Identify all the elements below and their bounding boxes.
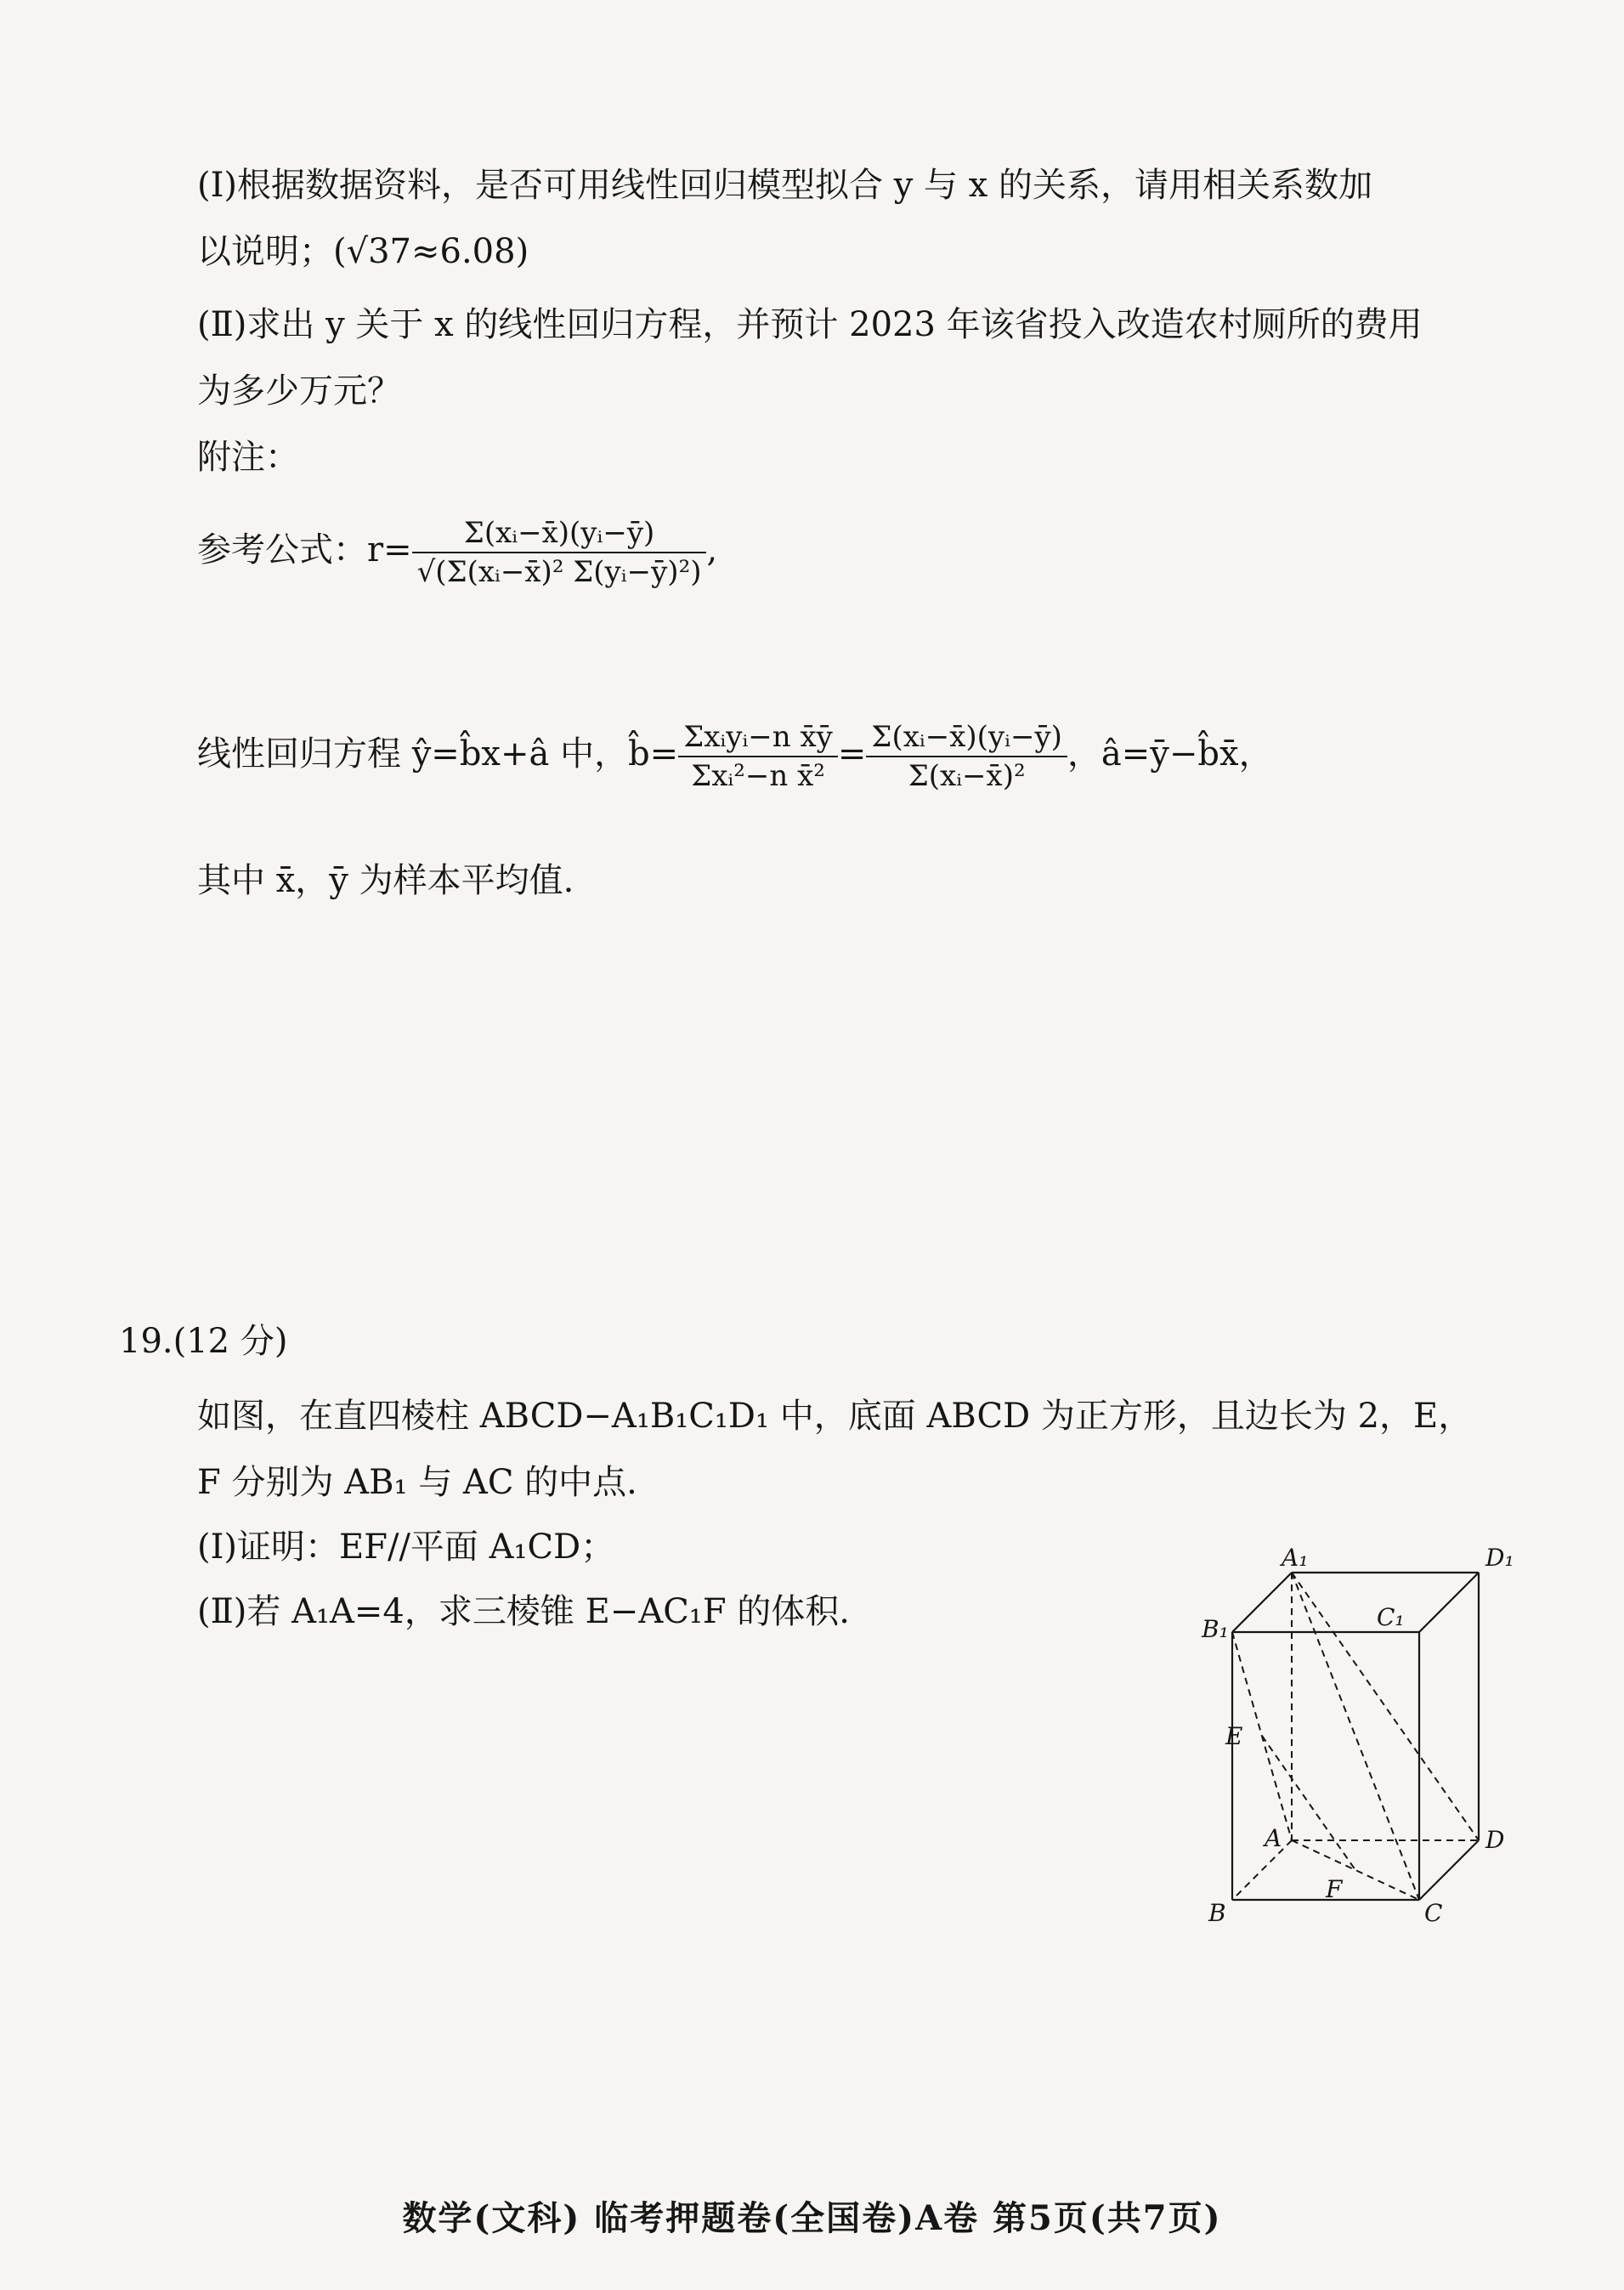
- q19-part1: (Ⅰ)证明：EF//平面 A₁CD；: [197, 1528, 615, 1567]
- label-b: B: [1208, 1899, 1226, 1927]
- regression-b-fraction-2: [866, 718, 1067, 795]
- label-d1: D₁: [1485, 1547, 1514, 1572]
- label-a: A: [1265, 1824, 1282, 1852]
- formula-r: 参考公式：r= $\frac{\text{Σ(xᵢ−x̄)(yᵢ−ȳ)}}{\text{√(Σ(xᵢ−x̄)² Σ(yᵢ−ȳ)²)}}$ ,: [197, 516, 718, 589]
- regression-b-denominator-1: Σxᵢ²−n x̄²: [691, 759, 825, 793]
- regression-a: ，â=ȳ−b̂x̄，: [1067, 734, 1273, 774]
- q18-part1-line2: 以说明；(√37≈6.08): [197, 232, 529, 271]
- formula-r-fraction: [412, 514, 707, 591]
- label-c: C: [1424, 1899, 1443, 1927]
- q18-part1-line1: (Ⅰ)根据数据资料，是否可用线性回归模型拟合 y 与 x 的关系，请用相关系数加: [197, 166, 1373, 205]
- q19-part2: (Ⅱ)若 A₁A=4，求三棱锥 E−AC₁F 的体积.: [197, 1592, 851, 1631]
- label-d: D: [1485, 1826, 1505, 1854]
- label-b1: B₁: [1202, 1615, 1229, 1643]
- label-e: E: [1225, 1722, 1243, 1750]
- q18-part2-line1: (Ⅱ)求出 y 关于 x 的线性回归方程，并预计 2023 年该省投入改造农村厕所的费用: [197, 305, 1423, 344]
- label-c1: C₁: [1377, 1603, 1405, 1631]
- label-a1: A₁: [1282, 1547, 1309, 1572]
- regression-b-numerator-2: Σ(xᵢ−x̄)(yᵢ−ȳ): [871, 720, 1062, 754]
- formula-r-label: 参考公式：r=: [197, 530, 412, 570]
- regression-b-fraction-1: [678, 718, 838, 795]
- edge-a-b-hidden: [1232, 1840, 1292, 1900]
- edge-a-c-hidden: [1292, 1840, 1419, 1900]
- q18-part2-line2: 为多少万元？: [197, 371, 401, 411]
- q19-line1: 如图，在直四棱柱 ABCD−A₁B₁C₁D₁ 中，底面 ABCD 为正方形，且边长为 2，E，: [197, 1397, 1473, 1436]
- formula-r-denominator: √(Σ(xᵢ−x̄)² Σ(yᵢ−ȳ)²): [416, 555, 702, 589]
- regression-b-denominator-2: Σ(xᵢ−x̄)²: [908, 759, 1026, 793]
- q19-line2: F 分别为 AB₁ 与 AC 的中点.: [197, 1463, 637, 1502]
- label-f: F: [1326, 1875, 1343, 1903]
- formula-r-numerator: Σ(xᵢ−x̄)(yᵢ−ȳ): [463, 516, 655, 550]
- regression-b-numerator-1: Σxᵢyᵢ−n x̄ȳ: [683, 720, 833, 754]
- edge-c1-d1: [1419, 1573, 1479, 1632]
- formula-regression: 线性回归方程 ŷ=b̂x+â 中，b̂= $\frac{\text{Σxᵢyᵢ−n x̄ȳ}}{\text{Σxᵢ²−n x̄²}}$ = $\frac{\text{Σ(xᵢ−x̄)(yᵢ−ȳ)}}{\text{Σ(xᵢ−x̄)²}}$ ，â=ȳ−b̂x̄，: [197, 720, 1273, 793]
- q18-note: 附注：: [197, 438, 299, 477]
- q19-header: 19.(12 分): [119, 1322, 288, 1361]
- q18-mean-note: 其中 x̄，ȳ 为样本平均值.: [197, 861, 574, 900]
- regression-label: 线性回归方程 ŷ=b̂x+â 中，b̂=: [197, 734, 679, 774]
- edge-b1-a1: [1232, 1573, 1292, 1632]
- page-footer: 数学(文科) 临考押题卷(全国卷)A卷 第5页(共7页): [402, 2198, 1222, 2238]
- edge-c-d: [1419, 1840, 1479, 1900]
- prism-figure: [1173, 1547, 1530, 1938]
